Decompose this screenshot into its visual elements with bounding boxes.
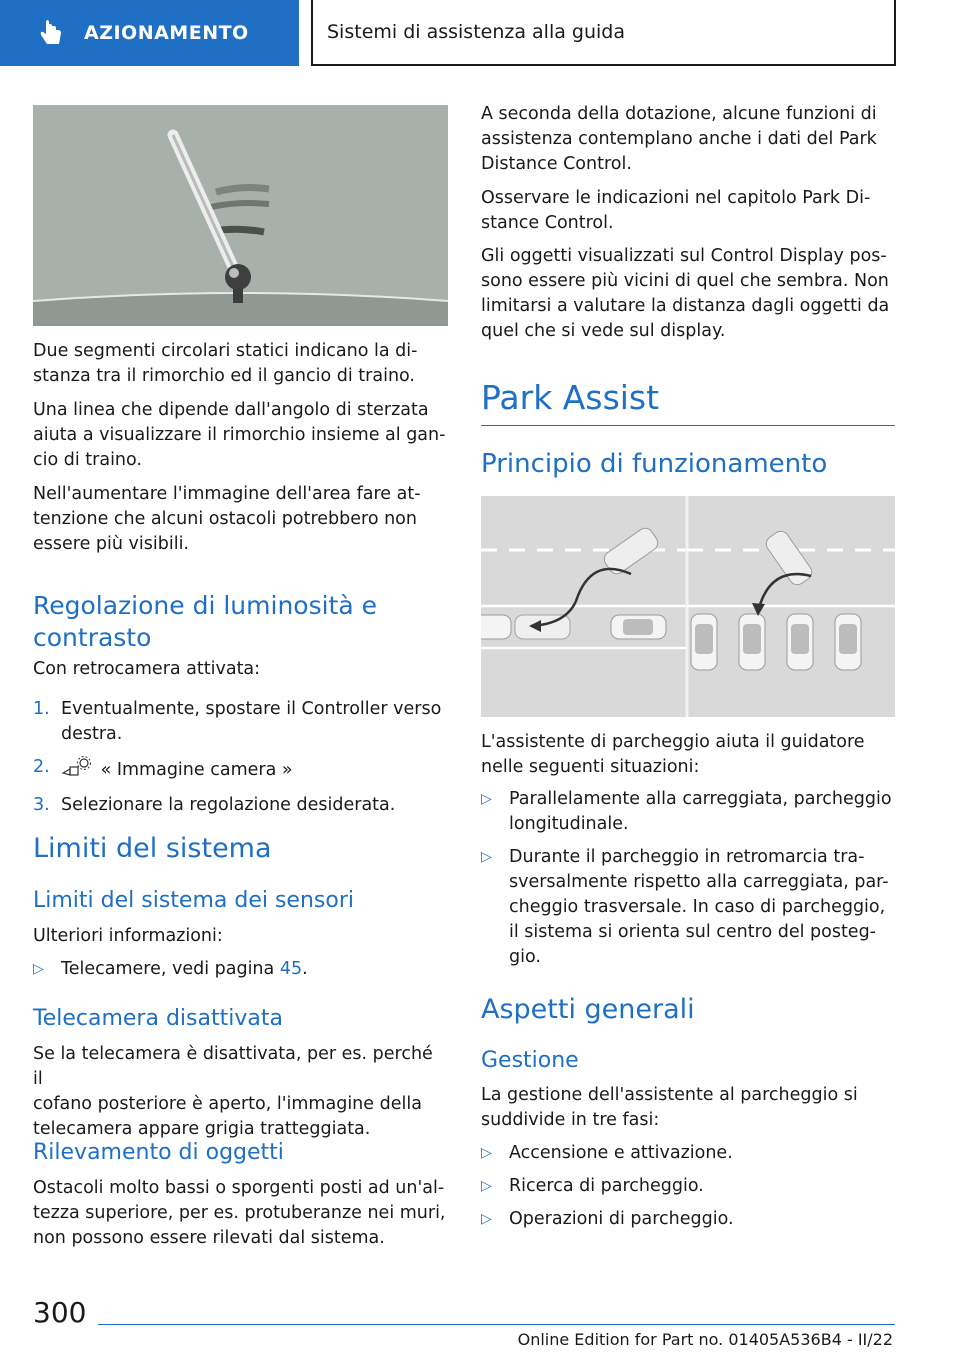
list-item [33,957,448,982]
section-label: AZIONAMENTO [84,22,249,44]
parking-diagram [481,496,895,717]
bullet-text: Parallelamente alla carreggiata, parcheggio longitudinale. [509,789,892,834]
heading-principio: Principio di funzionamento [481,449,828,479]
list-item [481,1174,895,1199]
step-number: 2. [33,757,50,777]
bullet-list [481,787,895,970]
heading-aspetti: Aspetti generali [481,994,695,1025]
bullet-triangle-icon: ▷ [33,961,44,977]
paragraph: Se la telecamera è disattivata, per es. perché il cofano posteriore è aperto, l'immagine della telecamera appare grigia tratteggiata. [33,1044,433,1139]
heading-rule [481,425,895,426]
paragraph: Gli oggetti visualizzati sul Control Display pos- sono essere più vicini di quel che sembra. Non limitarsi a valutare la distanza dagli oggetti da quel che si vede sul display. [481,246,890,341]
step-number: 3. [33,795,50,815]
heading-rilevamento: Rilevamento di oggetti [33,1140,284,1165]
step-label: « Immagine camera » [100,760,293,780]
steps-list [33,697,448,818]
paragraph: Due segmenti circolari statici indicano la di- stanza tra il rimorchio ed il gancio di traino. [33,341,418,386]
paragraph: A seconda della dotazione, alcune funzioni di assistenza contemplano anche i dati del Park Distance Control. [481,104,877,174]
chapter-header [311,0,896,66]
bullet-text: Durante il parcheggio in retromarcia tra- sversalmente rispetto alla carreggiata, par- cheggio trasversale. In caso di parcheggio, il sistema si orienta sul centro del posteg- gio. [509,847,889,967]
paragraph: Ostacoli molto bassi o sporgenti posti ad un'al- tezza superiore, per es. protuberanze nei muri, non possono essere rilevati dal sistema. [33,1178,446,1248]
trailer-camera-image [33,105,448,326]
paragraph: Ulteriori informazioni: [33,926,223,946]
bullet-triangle-icon: ▷ [481,1178,492,1194]
bullet-triangle-icon: ▷ [481,1211,492,1227]
step-text [61,755,448,785]
bullet-text: Ricerca di parcheggio. [509,1176,704,1196]
bullet-triangle-icon: ▷ [481,791,492,807]
heading-park-assist: Park Assist [481,378,660,417]
paragraph: Osservare le indicazioni nel capitolo Park Di- stance Control. [481,188,871,233]
list-item [481,845,895,970]
list-item [481,787,895,837]
step-number: 1. [33,699,50,719]
list-item [33,793,448,818]
heading-gestione: Gestione [481,1048,579,1073]
step-text: Selezionare la regolazione desiderata. [61,795,396,815]
paragraph: La gestione dell'assistente al parcheggio si suddivide in tre fasi: [481,1085,858,1130]
page-number: 300 [33,1296,87,1329]
bullet-text: Operazioni di parcheggio. [509,1209,734,1229]
camera-settings-icon [61,755,95,785]
heading-luminosita: Regolazione di luminosità e contrasto [33,591,378,652]
section-tab [0,0,299,66]
steering-hand-icon [36,18,66,48]
bullet-text-end: . [302,959,308,979]
footer-rule [98,1324,895,1325]
bullet-text: Telecamere, vedi pagina [61,959,280,979]
bullet-triangle-icon: ▷ [481,1145,492,1161]
heading-limiti: Limiti del sistema [33,833,272,864]
list-item [481,1207,895,1232]
paragraph: Nell'aumentare l'immagine dell'area fare at- tenzione che alcuni ostacoli potrebbero non essere più visibili. [33,484,421,554]
bullet-list [481,1141,895,1232]
paragraph: L'assistente di parcheggio aiuta il guidatore nelle seguenti situazioni: [481,732,865,777]
paragraph: Con retrocamera attivata: [33,659,261,679]
heading-disattivata: Telecamera disattivata [33,1006,283,1031]
paragraph: Una linea che dipende dall'angolo di sterzata aiuta a visualizzare il rimorchio insieme al gan- cio di traino. [33,400,446,470]
bullet-text: Accensione e attivazione. [509,1143,733,1163]
edition-text: Online Edition for Part no. 01405A536B4 - II/22 [517,1330,893,1349]
bullet-triangle-icon: ▷ [481,849,492,865]
heading-limiti-sensori: Limiti del sistema dei sensori [33,888,354,913]
list-item [481,1141,895,1166]
chapter-title: Sistemi di assistenza alla guida [327,21,626,43]
page-link[interactable]: 45 [279,959,303,979]
list-item [33,755,448,785]
list-item [33,697,448,747]
step-text: Eventualmente, spostare il Controller verso destra. [61,699,442,744]
